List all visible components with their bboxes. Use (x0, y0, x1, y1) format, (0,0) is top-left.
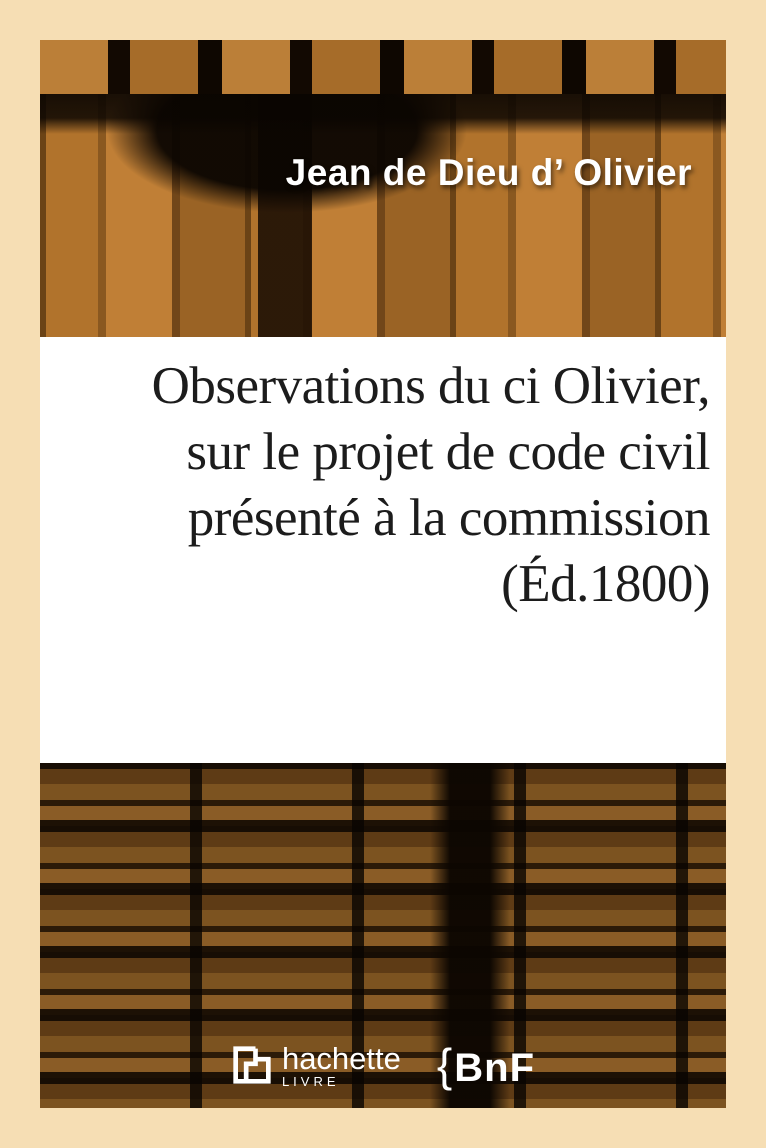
books-photo-top (40, 40, 726, 337)
bnf-logo (436, 1039, 536, 1091)
books-photo-bottom (40, 763, 726, 1108)
hachette-livre-logo (231, 1040, 401, 1089)
hachette-logo-icon (231, 1045, 273, 1085)
cover-inner (40, 40, 726, 1108)
hachette-label: hachette (281, 1040, 401, 1076)
author-name: Jean de Dieu d’ Olivier (285, 152, 692, 193)
bnf-wordmark: BnF (454, 1046, 536, 1090)
hachette-livre-label: LIVRE (281, 1073, 340, 1089)
title-line: (Éd.1800) (501, 555, 710, 613)
title-line: présenté à la commission (187, 489, 710, 547)
publisher-logos (40, 1039, 726, 1091)
bnf-brace-icon: { (436, 1039, 453, 1091)
title-band (40, 337, 726, 763)
book-title (50, 353, 710, 617)
hachette-wordmark (281, 1040, 401, 1089)
title-line: Observations du ci Olivier, (151, 357, 710, 415)
title-line: sur le projet de code civil (186, 423, 710, 481)
